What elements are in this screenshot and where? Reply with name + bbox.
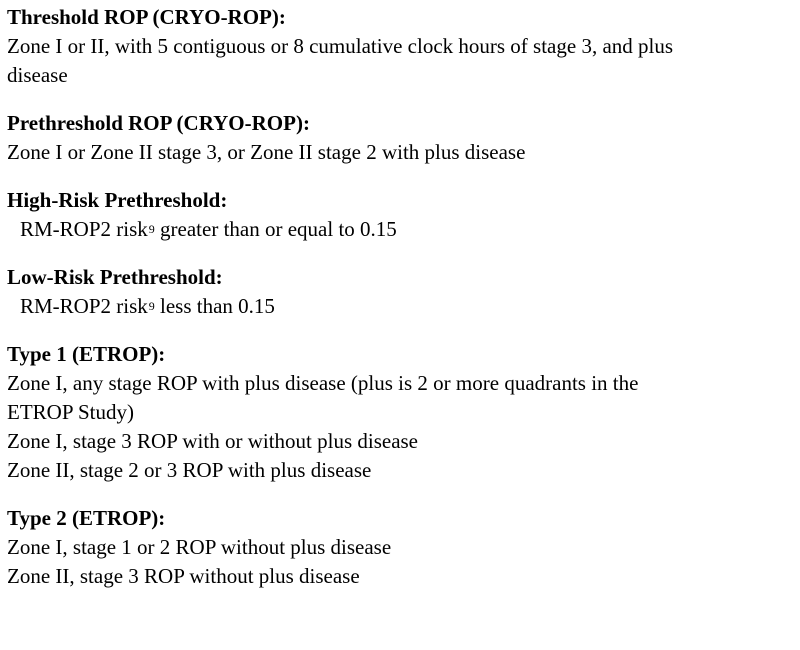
- section-heading: Low-Risk Prethreshold:: [7, 265, 223, 289]
- citation-superscript: 9: [148, 222, 155, 236]
- section-line: Zone II, stage 2 or 3 ROP with plus disease: [7, 458, 372, 482]
- section-line: Zone I, stage 1 or 2 ROP without plus disease: [7, 535, 392, 559]
- section-line: disease: [7, 63, 68, 87]
- section-heading: Threshold ROP (CRYO-ROP):: [7, 5, 286, 29]
- section-heading: Type 1 (ETROP):: [7, 342, 166, 366]
- section-heading: High-Risk Prethreshold:: [7, 188, 228, 212]
- section-line: Zone I, stage 3 ROP with or without plus disease: [7, 429, 419, 453]
- section-type-1-etrop: [7, 340, 800, 485]
- risk-line: [7, 215, 800, 244]
- section-type-2-etrop: [7, 504, 800, 591]
- risk-label: RM-ROP2 risk: [20, 294, 148, 318]
- risk-label: RM-ROP2 risk: [20, 217, 148, 241]
- section-threshold-rop: [7, 3, 800, 90]
- section-line: Zone II, stage 3 ROP without plus disease: [7, 564, 360, 588]
- risk-criterion: greater than or equal to 0.15: [154, 217, 397, 241]
- section-high-risk-prethreshold: [7, 186, 800, 244]
- section-heading: Type 2 (ETROP):: [7, 506, 166, 530]
- risk-line: [7, 292, 800, 321]
- citation-superscript: 9: [148, 299, 155, 313]
- risk-criterion: less than 0.15: [154, 294, 275, 318]
- section-line: Zone I or Zone II stage 3, or Zone II stage 2 with plus disease: [7, 140, 526, 164]
- section-line: ETROP Study): [7, 400, 134, 424]
- section-heading: Prethreshold ROP (CRYO-ROP):: [7, 111, 310, 135]
- section-prethreshold-rop: [7, 109, 800, 167]
- section-line: Zone I or II, with 5 contiguous or 8 cumulative clock hours of stage 3, and plus: [7, 34, 674, 58]
- section-line: Zone I, any stage ROP with plus disease (plus is 2 or more quadrants in the: [7, 371, 639, 395]
- section-low-risk-prethreshold: [7, 263, 800, 321]
